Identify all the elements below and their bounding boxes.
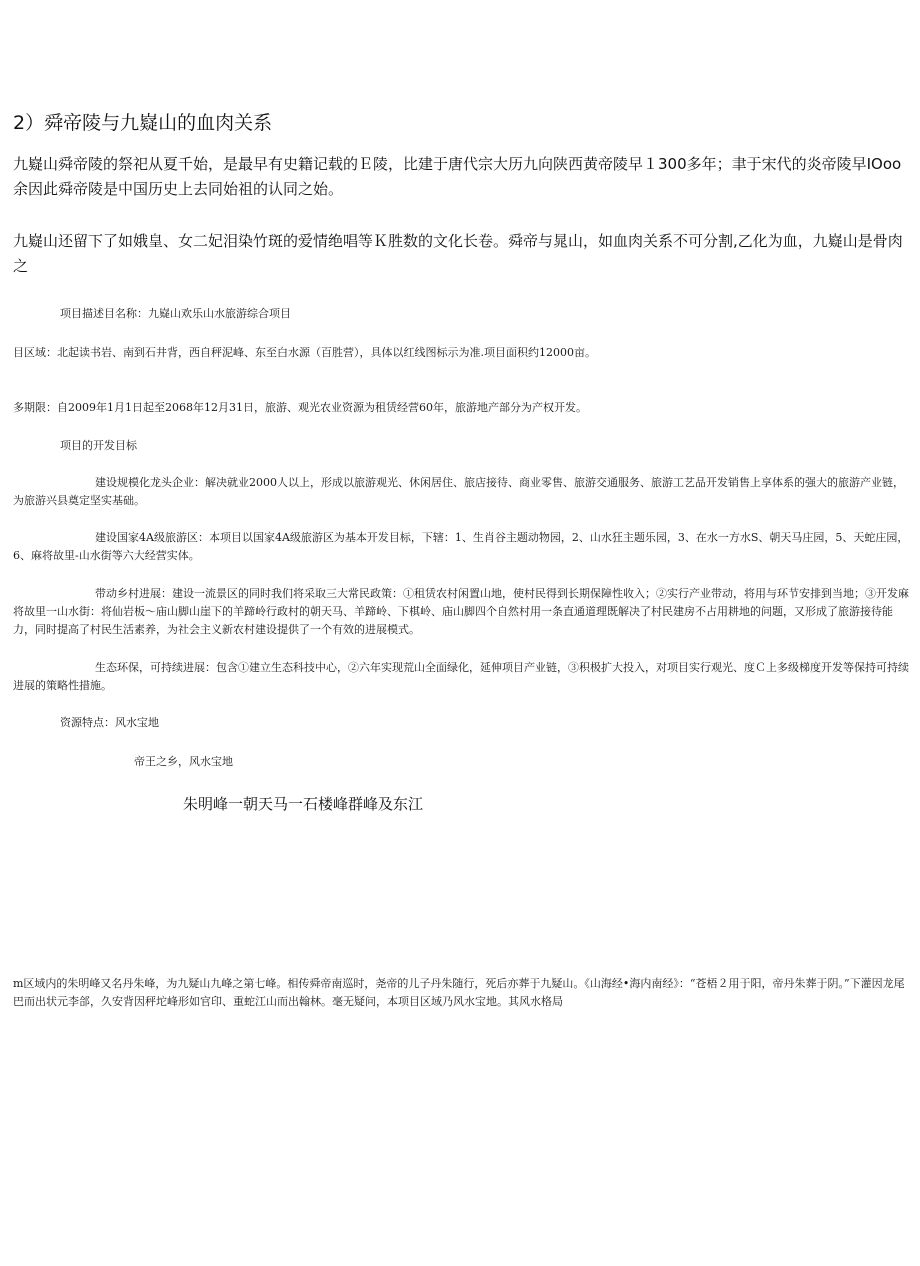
goal-paragraph-3: 带动乡村进展：建设一流景区的同时我们将采取三大常民政策：①租赁农村闲置山地，使村民得到长期保障性收入；②实行产业带动，将用与环节安排到当地；③开发麻将故里一山水街：将仙岩板～庙山脚山崖下的羊蹄岭行政村的朝天马、羊蹄岭、下棋岭、庙山脚四个自然村用一条直通道理既解决了村民建房不占用耕地的问题，又形成了旅游接待能力，同时提高了村民生活素养，为社会主义新农村建设提供了一个有效的进展模式。: [13, 587, 909, 636]
resource-subheading: 帝王之乡，风水宝地: [134, 755, 233, 768]
goal-paragraph-1: 建设规模化龙头企业：解决就业2000人以上，形成以旅游观光、休闲居住、旅店接待、商业零售、旅游交通服务、旅游工艺品开发销售上享体系的强大的旅游产业链，为旅游兴县奠定坚实基础。: [13, 476, 904, 507]
intro-paragraph-2: 九嶷山还留下了如娥皇、女二妃泪染竹斑的爱情绝唱等Ｋ胜数的文化长卷。舜帝与晁山，如血肉关系不可分割,乙化为血，九嶷山是骨肉之: [13, 232, 903, 275]
project-term: 多期限：自2009年1月1日起至2068年12月31日，旅游、观光农业资源为租赁经营60年，旅游地产部分为产权开发。: [13, 401, 587, 414]
intro-paragraph-1: 九嶷山舜帝陵的祭祀从夏千始，是最早有史籍记载的Ｅ陵，比建于唐代宗大历九向陕西黄帝陵早１300多年；聿于宋代的炎帝陵早IOoo余因此舜帝陵是中国历史上去同始祖的认同之始。: [13, 155, 902, 198]
resource-heading: 资源特点：风水宝地: [60, 716, 159, 729]
goals-title: 项目的开发目标: [60, 439, 137, 452]
goal-paragraph-4: 生态环保，可持续进展：包含①建立生态科技中心，②六年实现荒山全面绿化，延伸项目产业链，③积极扩大投入，对项目实行观光、度Ｃ上多级梯度开发等保持可持续进展的策略性措施。: [13, 661, 909, 692]
project-area: 目区域：北起读书岩、南到石井背，西自秤泥峰、东至白水源（百胜营），具体以红线图标示为准.项目面积约12000亩。: [13, 346, 596, 359]
peaks-title: 朱明峰一朝天马一石楼峰群峰及东江: [183, 795, 424, 813]
section-heading: 2）舜帝陵与九嶷山的血肉关系: [13, 112, 273, 134]
project-name: 项目描述目名称：九嶷山欢乐山水旅游综合项目: [60, 307, 291, 320]
goal-paragraph-2: 建设国家4A级旅游区：本项目以国家4A级旅游区为基本开发目标，下辖：1、生肖谷主题动物园，2、山水狂主题乐园，3、在水一方水S、朝天马庄园，5、天蛇庄园，6、麻将故里-山水街等六大经营实体。: [13, 531, 909, 562]
fengshui-paragraph: m区域内的朱明峰又名丹朱峰，为九疑山九峰之第七峰。相传舜帝南巡时，尧帝的儿子丹朱随行，死后亦葬于九疑山。《山海经•海内南经》：“苍梧２用于阳，帝丹朱葬于阴。”下灌因龙尾巴而出状元李郃，久安背因秤坨峰形如官印、重蛇江山而出翰林。毫无疑问，本项目区域乃风水宝地。其风水格局: [13, 977, 905, 1008]
